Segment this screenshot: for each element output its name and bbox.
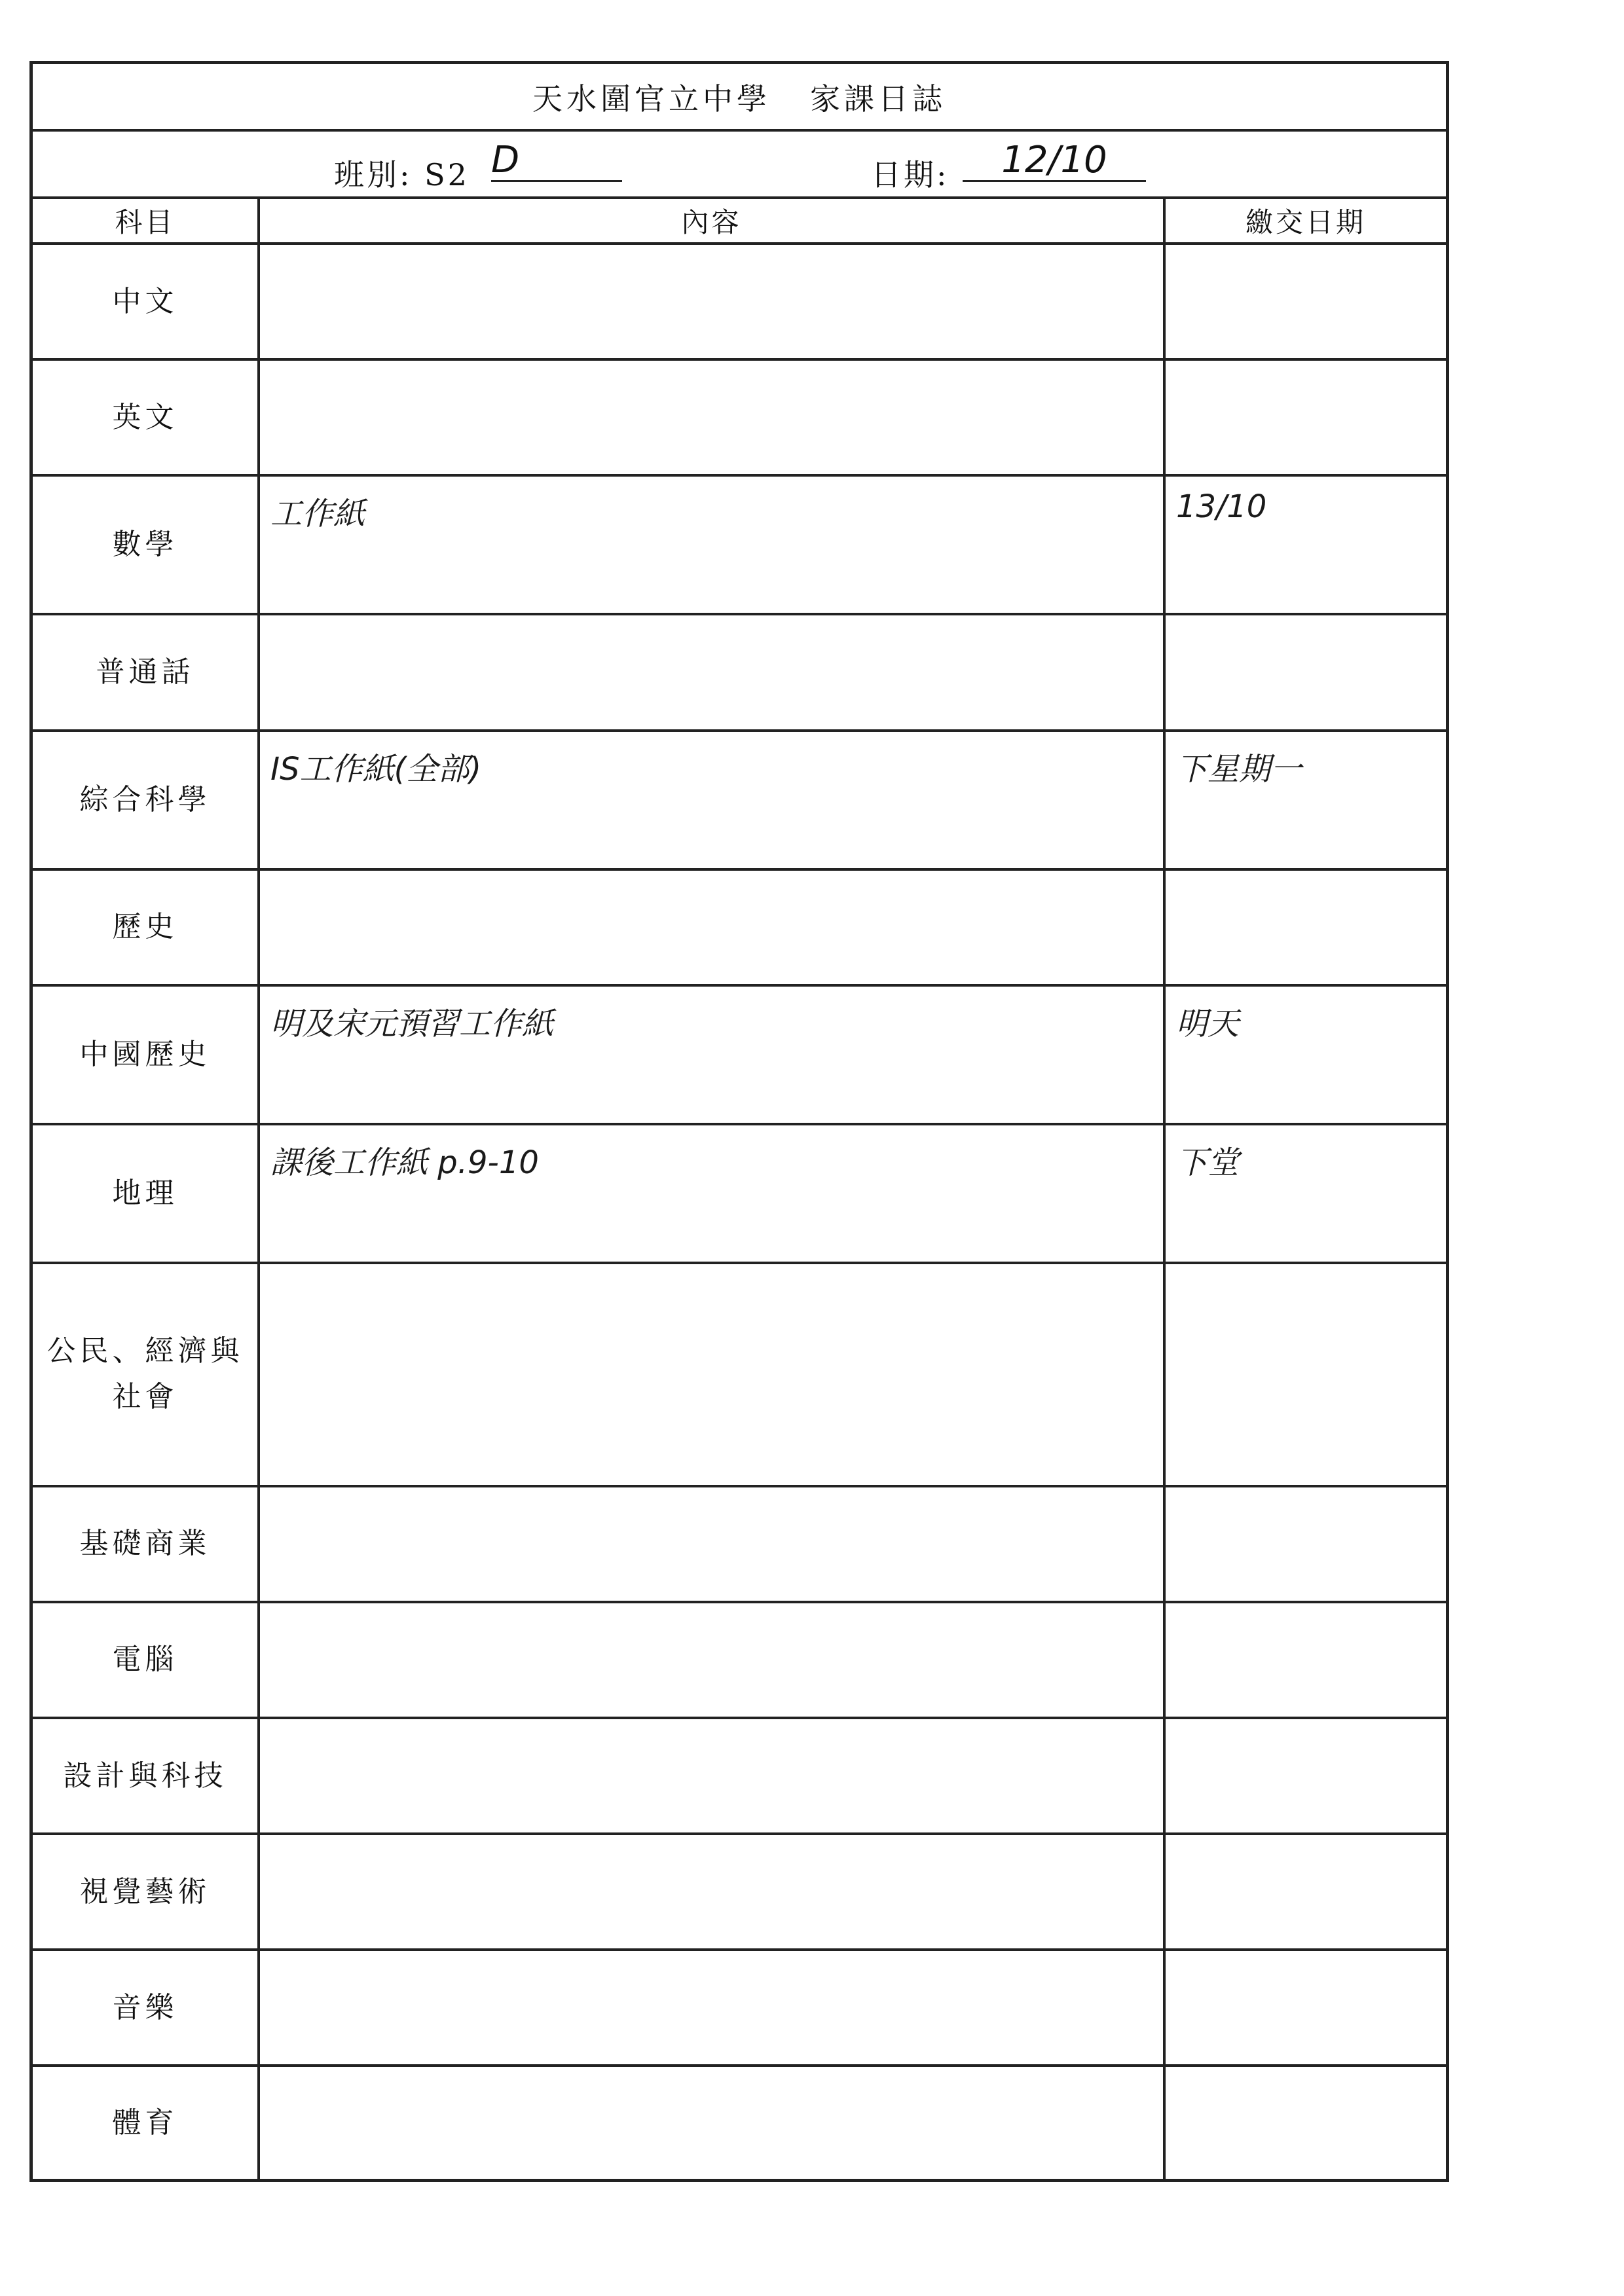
table-row: [33, 731, 1446, 869]
subject-cell: 電腦: [33, 1602, 259, 1718]
due-cell: 明天: [1164, 985, 1446, 1124]
content-cell: 工作紙: [259, 475, 1164, 614]
content-cell: [259, 244, 1164, 359]
content-cell: [259, 359, 1164, 475]
meta-row: [33, 132, 1446, 199]
table-row: [33, 1124, 1446, 1263]
subject-cell: 公民、經濟與社會: [33, 1263, 259, 1485]
content-cell: [259, 869, 1164, 985]
due-cell: [1164, 359, 1446, 475]
content-cell: [259, 1718, 1164, 1834]
subject-cell: 體育: [33, 2066, 259, 2179]
table-row: [33, 1718, 1446, 1834]
homework-table: [33, 199, 1446, 2179]
table-row: [33, 614, 1446, 730]
due-cell: [1164, 1950, 1446, 2066]
header-row: [33, 199, 1446, 244]
subject-cell: 數學: [33, 475, 259, 614]
due-cell: [1164, 1834, 1446, 1950]
subject-cell: 普通話: [33, 614, 259, 730]
subject-cell: 地理: [33, 1124, 259, 1263]
due-cell: 下堂: [1164, 1124, 1446, 1263]
content-cell: [259, 1834, 1164, 1950]
content-cell: 課後工作紙 p.9-10: [259, 1124, 1164, 1263]
due-header: 繳交日期: [1164, 199, 1446, 244]
table-row: [33, 244, 1446, 359]
due-cell: [1164, 869, 1446, 985]
subject-cell: 英文: [33, 359, 259, 475]
subject-cell: 中文: [33, 244, 259, 359]
title-row: [33, 64, 1446, 132]
homework-diary-sheet: [29, 61, 1449, 2182]
content-cell: [259, 1486, 1164, 1602]
table-row: [33, 1950, 1446, 2066]
table-row: [33, 475, 1446, 614]
due-cell: [1164, 2066, 1446, 2179]
subject-cell: 設計與科技: [33, 1718, 259, 1834]
due-cell: 13/10: [1164, 475, 1446, 614]
table-row: [33, 1486, 1446, 1602]
content-cell: [259, 1950, 1164, 2066]
due-cell: [1164, 1486, 1446, 1602]
due-cell: [1164, 1718, 1446, 1834]
content-header: 內容: [259, 199, 1164, 244]
table-row: [33, 2066, 1446, 2179]
content-cell: 明及宋元預習工作紙: [259, 985, 1164, 1124]
class-field: D: [491, 141, 622, 182]
school-name: 天水圍官立中學: [532, 81, 771, 117]
due-cell: 下星期一: [1164, 731, 1446, 869]
table-row: [33, 1834, 1446, 1950]
table-row: [33, 869, 1446, 985]
content-cell: [259, 1263, 1164, 1485]
content-cell: [259, 2066, 1164, 2179]
table-row: [33, 1263, 1446, 1485]
due-cell: [1164, 1263, 1446, 1485]
date-field: 12/10: [963, 141, 1146, 182]
subject-cell: 中國歷史: [33, 985, 259, 1124]
content-cell: IS工作紙(全部): [259, 731, 1164, 869]
subject-cell: 綜合科學: [33, 731, 259, 869]
date-label: 日期:: [871, 157, 950, 192]
content-cell: [259, 614, 1164, 730]
table-row: [33, 359, 1446, 475]
due-cell: [1164, 244, 1446, 359]
due-cell: [1164, 1602, 1446, 1718]
subject-cell: 音樂: [33, 1950, 259, 2066]
subject-header: 科目: [33, 199, 259, 244]
due-cell: [1164, 614, 1446, 730]
table-row: [33, 1602, 1446, 1718]
subject-cell: 視覺藝術: [33, 1834, 259, 1950]
class-label: 班別: S2: [334, 157, 470, 192]
subject-cell: 歷史: [33, 869, 259, 985]
diary-title: 家課日誌: [810, 81, 946, 117]
content-cell: [259, 1602, 1164, 1718]
table-row: [33, 985, 1446, 1124]
subject-cell: 基礎商業: [33, 1486, 259, 1602]
